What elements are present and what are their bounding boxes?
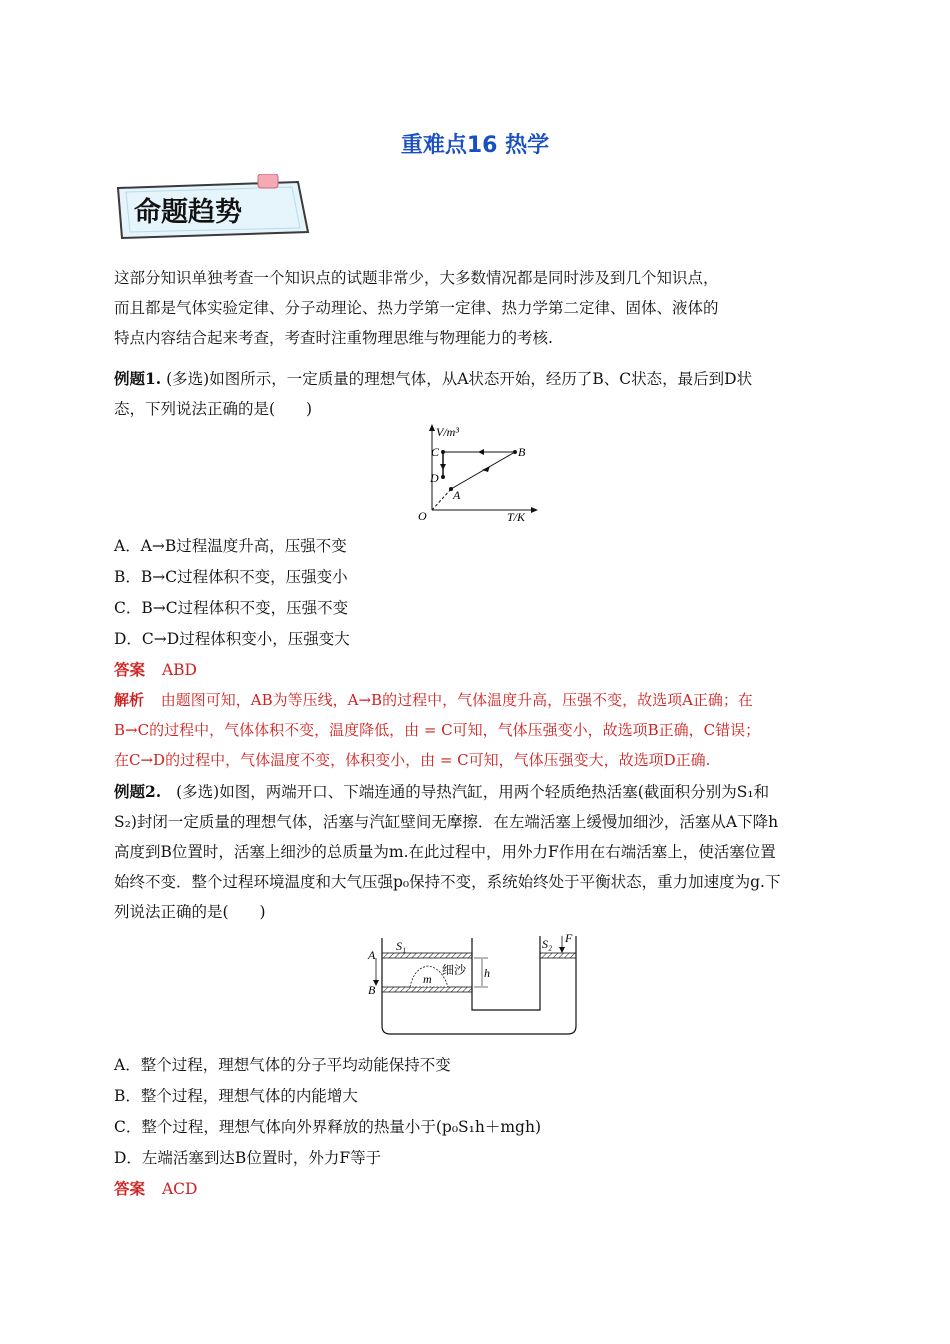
answer-label: 答案 (114, 1179, 146, 1198)
origin-label: O (418, 509, 427, 522)
height-label: h (484, 966, 490, 980)
example1-label: 例题1. (114, 369, 162, 388)
answer-label: 答案 (114, 660, 146, 679)
s2-label: S₂ (542, 937, 553, 951)
point-c-label: C (431, 445, 440, 459)
option-d: D．C→D过程体积变小，压强变大 (114, 630, 350, 648)
option-a: A．整个过程，理想气体的分子平均动能保持不变 (114, 1056, 451, 1074)
intro-line: 特点内容结合起来考查，考查时注重物理思维与物理能力的考核. (114, 329, 553, 347)
position-a-label: A (368, 948, 376, 962)
example1-stem (114, 367, 752, 389)
example2-stem-line2: S₂)封闭一定质量的理想气体，活塞与汽缸壁间无摩擦．在左端活塞上缓慢加细沙，活塞从A下降h (114, 813, 779, 831)
sand-label: 细沙 (442, 963, 467, 977)
s1-label: S₁ (396, 939, 407, 953)
banner-text: 命题趋势 (134, 197, 242, 228)
intro-line: 这部分知识单独考查一个知识点的试题非常少，大多数情况都是同时涉及到几个知识点， (114, 269, 719, 287)
cylinder-diagram (362, 928, 582, 1040)
option-a: A．A→B过程温度升高，压强不变 (114, 537, 347, 555)
intro-paragraph (114, 263, 838, 353)
option-c: C．整个过程，理想气体向外界释放的热量小于(p₀S₁h＋mgh) (114, 1118, 542, 1136)
example2-stem-line5: 列说法正确的是( ) (114, 903, 266, 921)
section-banner (112, 174, 322, 244)
example2-stem-line1: 例题2. (多选)如图，两端开口、下端连通的导热汽缸，用两个轻质绝热活塞(截面积分别为S₁和 (114, 782, 770, 801)
clip-icon (258, 174, 278, 188)
option-b: B．B→C过程体积不变，压强变小 (114, 568, 348, 586)
vt-graph (410, 422, 540, 522)
example2-stem-line3: 高度到B位置时，活塞上细沙的总质量为m.在此过程中，用外力F作用在右端活塞上，使活塞位置 (114, 843, 776, 861)
analysis-label: 解析 (114, 691, 145, 709)
analysis-line-2: B→C的过程中，气体体积不变，温度降低，由 = C可知，气体压强变小，故选项B正确，C错误； (114, 721, 761, 739)
v-axis-label: V/m³ (436, 425, 459, 439)
piston-b-position (382, 987, 472, 992)
intro-line: 而且都是气体实验定律、分子动理论、热力学第一定律、热力学第二定律、固体、液体的 (114, 299, 719, 317)
answer-value: ABD (161, 661, 197, 679)
option-d: D．左端活塞到达B位置时，外力F等于 (114, 1149, 382, 1167)
analysis-line-3: 在C→D的过程中，气体温度不变，体积变小，由 = C可知，气体压强变大，故选项D正确. (114, 751, 711, 769)
piston-a-position (382, 953, 472, 958)
t-axis-label: T/K (507, 510, 526, 522)
example1-answer (114, 658, 197, 680)
point-a-label: A (453, 488, 461, 502)
example2-answer (114, 1177, 197, 1199)
example1-stem-line1: (多选)如图所示，一定质量的理想气体，从A状态开始，经历了B、C状态，最后到D状 (166, 370, 753, 388)
piston-right (540, 953, 576, 958)
page-title: 重难点16 热学 (400, 133, 550, 158)
point-d-label: D (430, 471, 439, 485)
example2-label: 例题2. (114, 782, 162, 801)
example2-stem-line4: 始终不变．整个过程环境温度和大气压强p₀保持不变，系统始终处于平衡状态，重力加速度为g.下 (114, 873, 781, 891)
option-b: B．整个过程，理想气体的内能增大 (114, 1087, 358, 1105)
position-b-label: B (368, 983, 376, 997)
force-label: F (565, 931, 573, 945)
example1-stem-line2: 态，下列说法正确的是( ) (114, 400, 313, 418)
answer-value: ACD (161, 1180, 198, 1198)
mass-label: m (423, 972, 432, 986)
analysis-line-1: 解析 由题图可知，AB为等压线，A→B的过程中，气体温度升高，压强不变，故选项A正确；在 (114, 691, 753, 709)
option-c: C．B→C过程体积不变，压强不变 (114, 599, 349, 617)
point-b-label: B (518, 445, 526, 459)
